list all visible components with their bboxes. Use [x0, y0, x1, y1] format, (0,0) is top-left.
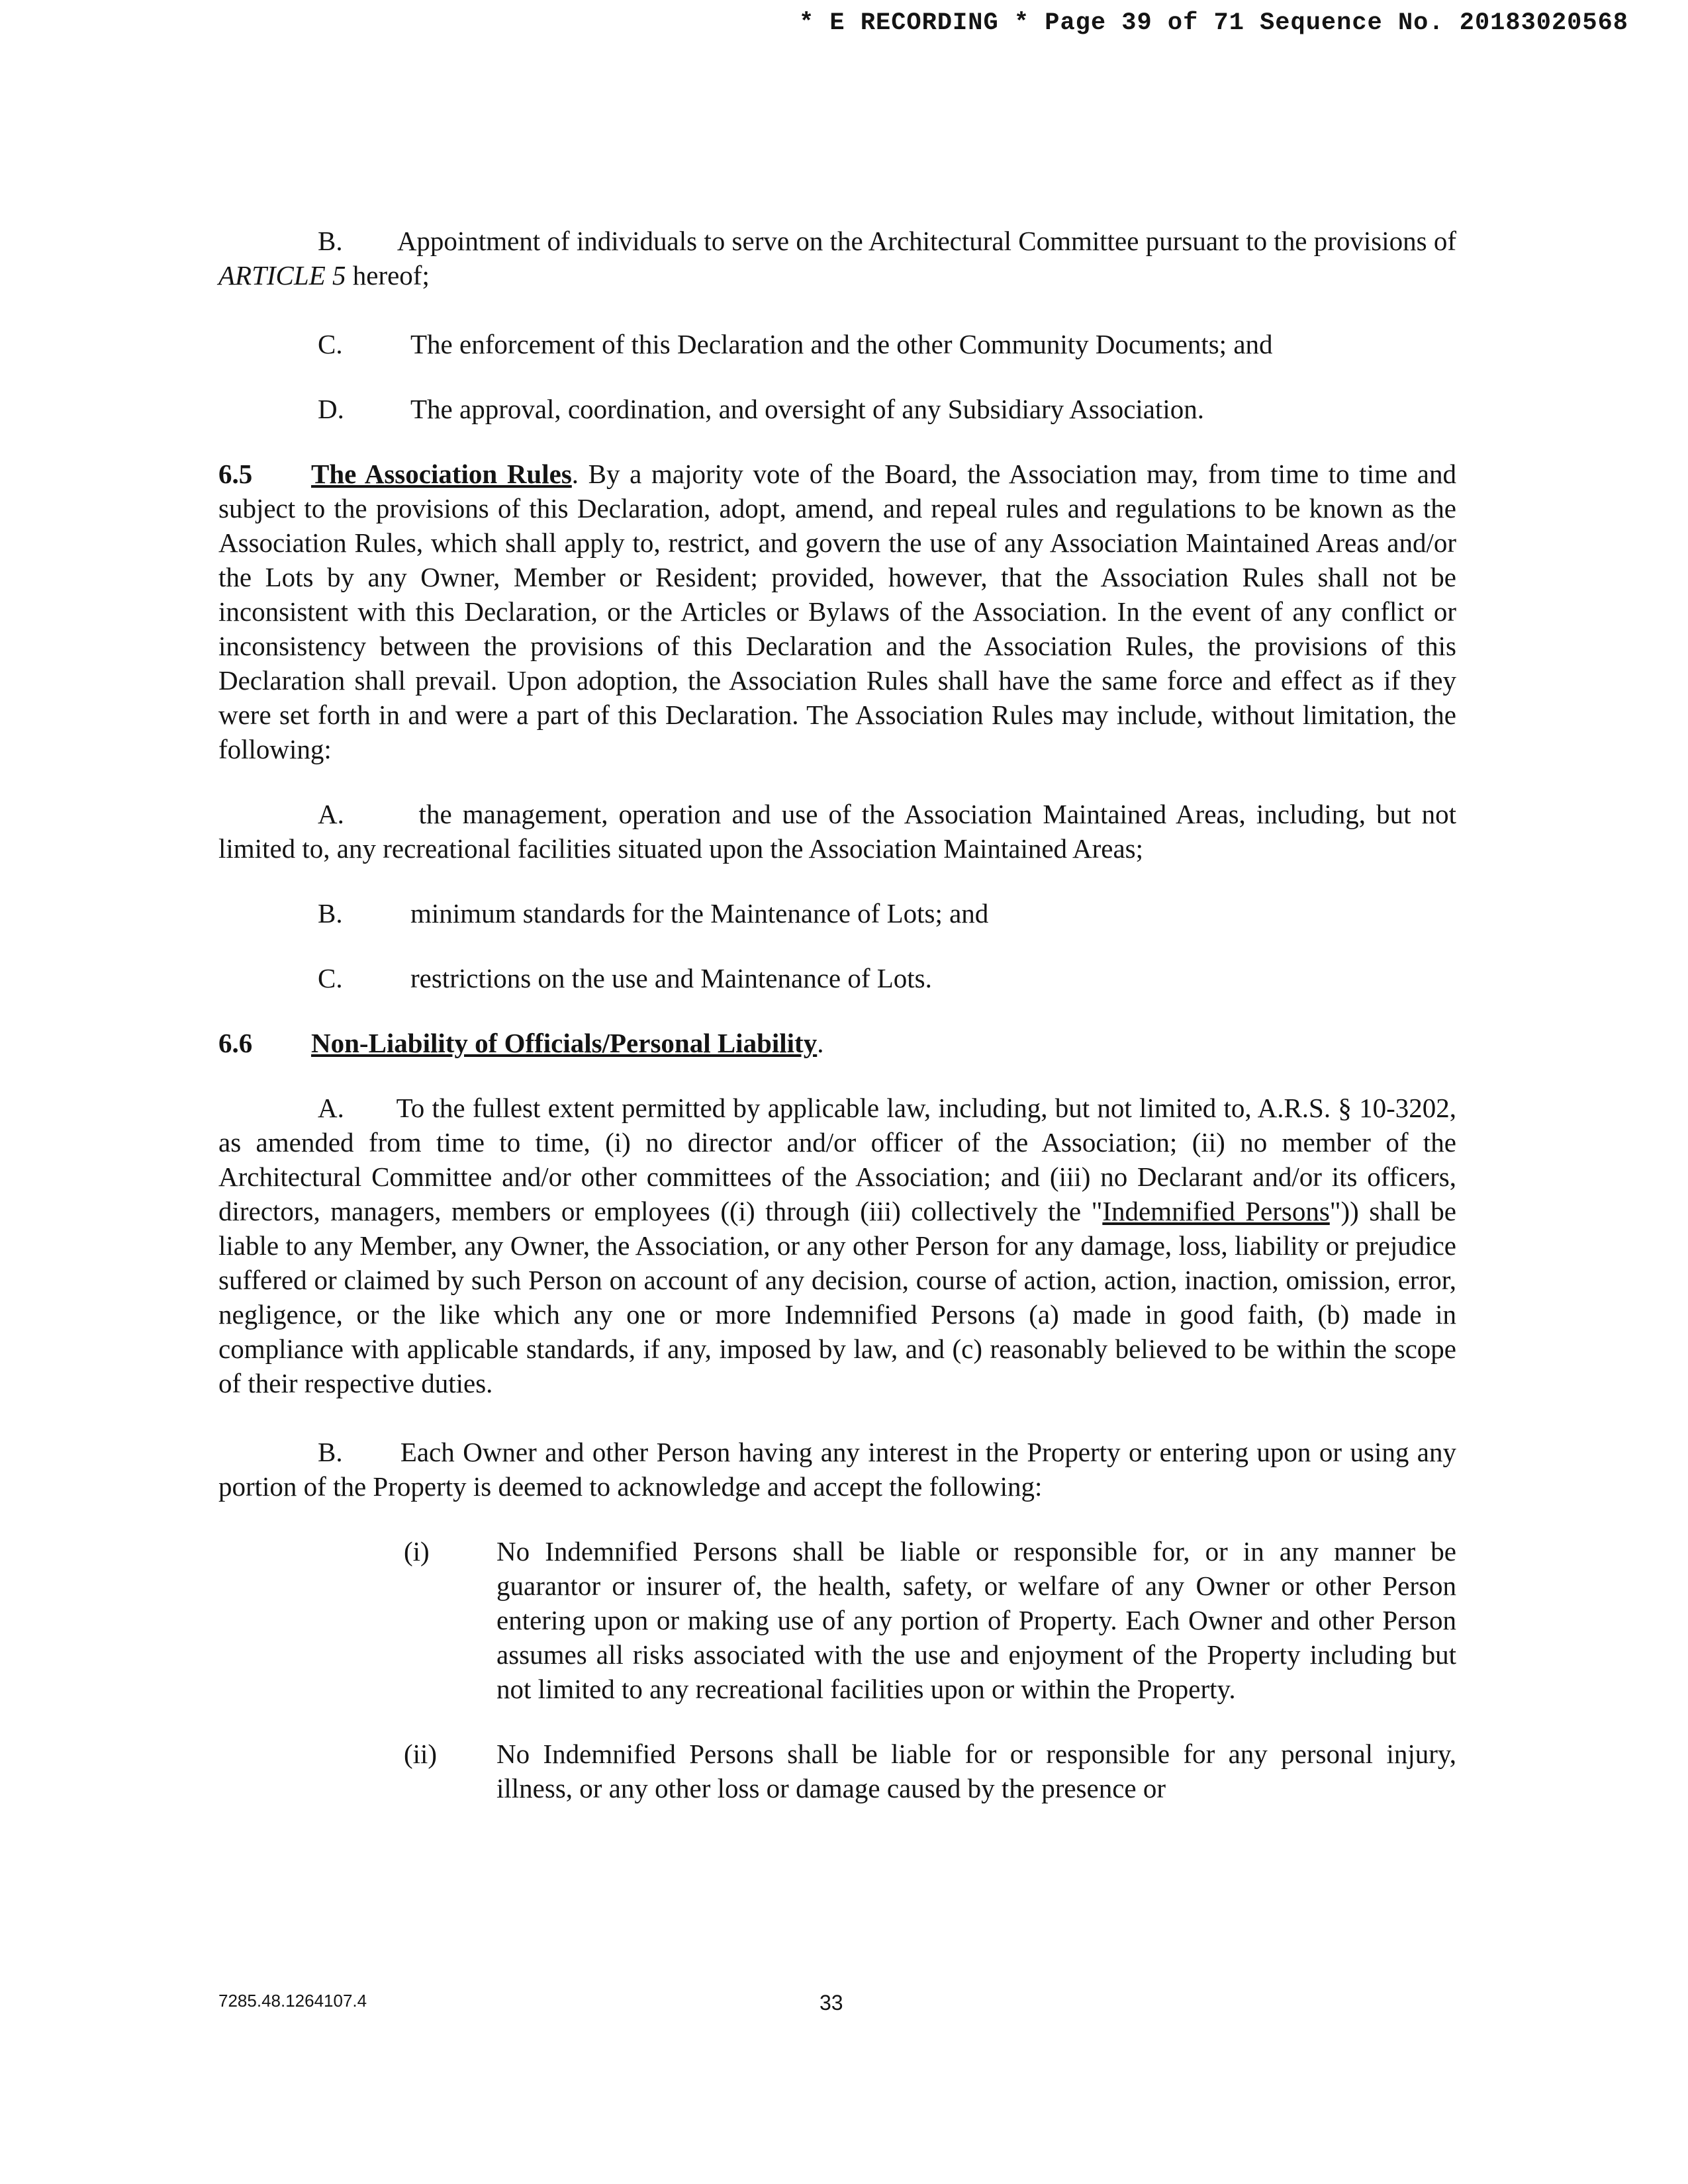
liability-item-b — [218, 1435, 1456, 1504]
page-number: 33 — [820, 1991, 843, 2015]
liability-item-a — [218, 1091, 1456, 1400]
item-text: The enforcement of this Declaration and the other Community Documents; and — [410, 329, 1273, 359]
sub-item-i — [218, 1534, 1456, 1706]
sub-item-text: No Indemnified Persons shall be liable for or responsible for any personal injury, illness, or any other loss or damage caused by the presence or — [496, 1739, 1456, 1803]
item-d-approval — [218, 392, 1456, 426]
item-text: Each Owner and other Person having any interest in the Property or entering upon or using any portion of the Property is deemed to acknowledge and accept the following: — [218, 1437, 1456, 1502]
item-b-architectural — [218, 224, 1456, 293]
article-reference: ARTICLE 5 — [218, 260, 346, 291]
item-text: To the fullest extent permitted by applicable law, including, but not limited to, A.R.S. § 10-3202, as amended from time to time, (i) no director and/or officer of the Association; (ii) no member of the Architectural Committee and/or other committees of the Association; and (iii) no Declarant and/or its officers, directors, managers, members or employees ((i) through (iii) collectively the " — [218, 1093, 1456, 1226]
item-text: the management, operation and use of the Association Maintained Areas, including, but not limited to, any recreational facilities situated upon the Association Maintained Areas; — [218, 799, 1457, 864]
rules-item-b — [218, 896, 1456, 931]
recording-header: * E RECORDING * Page 39 of 71 Sequence No. 20183020568 — [799, 9, 1628, 37]
item-mark: B. — [318, 1437, 343, 1467]
item-mark: B. — [318, 226, 343, 256]
item-mark: A. — [318, 1093, 344, 1123]
section-body: . By a majority vote of the Board, the Association may, from time to time and subject to the provisions of this Declaration, adopt, amend, and repeal rules and regulations to be known as the Association Rules, which shall apply to, restrict, and govern the use of any Association Maintained Areas and/or the Lots by any Owner, Member or Resident; provided, however, that the Association Rules shall not be inconsistent with this Declaration, or the Articles or Bylaws of the Association. In the event of any conflict or inconsistency between the provisions of this Declaration and the Association Rules, the provisions of this Declaration shall prevail. Upon adoption, the Association Rules shall have the same force and effect as if they were set forth in and were a part of this Declaration. The Association Rules may include, without limitation, the following: — [218, 459, 1456, 764]
section-number: 6.6 — [218, 1028, 253, 1058]
sub-item-mark: (i) — [404, 1536, 430, 1567]
item-mark: A. — [318, 799, 344, 829]
sub-item-mark: (ii) — [404, 1739, 438, 1769]
rules-item-a — [218, 797, 1456, 866]
sub-item-text: No Indemnified Persons shall be liable or responsible for, or in any manner be guarantor or insurer of, the health, safety, or welfare of any Owner or other Person entering upon or making use of any portion of Property. Each Owner and other Person assumes all risks associated with the use and enjoyment of the Property including but not limited to any recreational facilities upon or within the Property. — [496, 1536, 1456, 1704]
item-text: The approval, coordination, and oversight of any Subsidiary Association. — [410, 394, 1205, 424]
section-number: 6.5 — [218, 459, 253, 489]
section-6-6 — [218, 1026, 1456, 1060]
document-body — [218, 224, 1456, 1805]
item-text-end: hereof; — [346, 260, 430, 291]
defined-term: Indemnified Persons — [1102, 1196, 1330, 1226]
item-text: restrictions on the use and Maintenance of Lots. — [410, 963, 932, 993]
document-id: 7285.48.1264107.4 — [218, 1991, 367, 2011]
section-heading: Non-Liability of Officials/Personal Liability — [311, 1028, 818, 1058]
sub-item-ii — [218, 1737, 1456, 1805]
item-mark: D. — [318, 394, 344, 424]
item-mark: B. — [318, 898, 343, 929]
item-mark: C. — [318, 963, 343, 993]
item-text: minimum standards for the Maintenance of Lots; and — [410, 898, 989, 929]
section-6-5 — [218, 457, 1456, 766]
item-mark: C. — [318, 329, 343, 359]
rules-item-c — [218, 961, 1456, 995]
heading-suffix: . — [817, 1028, 824, 1058]
section-heading: The Association Rules — [311, 459, 572, 489]
item-text: Appointment of individuals to serve on the Architectural Committee pursuant to the provisions of — [397, 226, 1456, 256]
item-c-enforcement — [218, 327, 1456, 361]
item-text-end: ")) shall be liable to any Member, any Owner, the Association, or any other Person for any damage, loss, liability or prejudice suffered or claimed by such Person on account of any decision, course of action, action, inaction, omission, error, negligence, or the like which any one or more Indemnified Persons (a) made in good faith, (b) made in compliance with applicable standards, if any, imposed by law, and (c) reasonably believed to be within the scope of their respective duties. — [218, 1196, 1456, 1398]
